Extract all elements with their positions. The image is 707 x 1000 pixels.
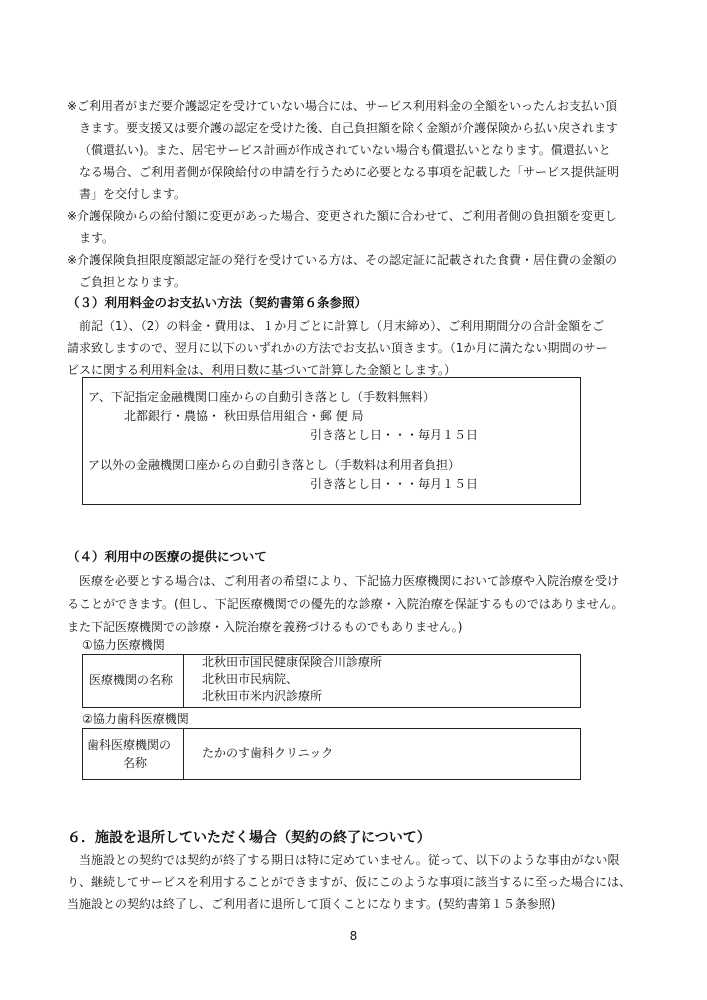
note-line: ※ご利用者がまだ要介護認定を受けていない場合には、サービス利用料金の全額をいったんお支払い頂 [67, 99, 618, 113]
payment-option-1-banks: 北都銀行・農協・ 秋田県信用組合・郵 便 局 [124, 409, 364, 423]
medical-institution-name: 北秋田市米内沢診療所 [202, 689, 323, 703]
section6-title: ６．施設を退所していただく場合（契約の終了について） [67, 830, 431, 846]
dental-table-header-line2: 名称 [123, 756, 148, 770]
section6-body-line: り、継続してサービスを利用することができますが、仮にこのような事項に該当するに至った場合には、 [67, 875, 632, 889]
section4-body-line: 医療を必要とする場合は、ご利用者の希望により、下記協力医療機関において診療や入院治療を受け [79, 574, 620, 588]
note-line: （償還払い)。また、居宅サービス計画が作成されていない場合も償還払いとなります。償還払いと [79, 143, 611, 157]
medical-institution-name: 北秋田市民病院、 [202, 672, 299, 686]
section6-body-line: 当施設との契約は終了し、ご利用者に退所して頂くことになります。(契約書第１５条参照) [67, 897, 556, 911]
payment-option-1-date: 引き落とし日・・・毎月１５日 [310, 428, 479, 442]
medical-table-header: 医療機関の名称 [89, 673, 174, 687]
note-line: ます。 [79, 231, 115, 245]
note-line: 書」を交付します。 [79, 187, 187, 201]
note-line: なる場合、ご利用者側が保険給付の申請を行うために必要となる事項を記載した「サービス提供証明 [79, 165, 620, 179]
dental-institution-name: たかのす歯科クリニック [202, 746, 334, 760]
section3-body-line: ビスに関する利用料金は、利用日数に基づいて計算した金額とします。） [67, 363, 457, 377]
payment-option-1-title: ア、下記指定金融機関口座からの自動引き落とし（手数料無料） [88, 390, 436, 404]
section4-title: （４）利用中の医療の提供について [67, 549, 267, 564]
dental-institution-table [82, 728, 581, 780]
note-line: ※介護保険からの給付額に変更があった場合、変更された額に合わせて、ご利用者側の負担額を変更し [67, 209, 617, 223]
section6-body-line: 当施設との契約では契約が終了する期日は特に定めていません。従って、以下のような事由がない限 [79, 853, 620, 867]
medical-table-divider [183, 655, 184, 707]
note-line: きます。要支援又は要介護の認定を受けた後、自己負担額を除く金額が介護保険から払い戻されます [79, 121, 619, 135]
dental-table-header-line1: 歯科医療機関の [87, 738, 172, 752]
medical-institution-name: 北秋田市国民健康保険合川診療所 [202, 655, 383, 669]
dental-table-divider [183, 729, 184, 779]
section4-body-line: ることができます。(但し、下記医療機関での優先的な診療・入院治療を保証するものではありません。 [67, 597, 624, 611]
note-line: ※介護保険負担限度額認定証の発行を受けている方は、その認定証に記載された食費・居住費の金額の [67, 253, 618, 267]
page-number: 8 [349, 929, 358, 943]
section3-body-line: 前記（1）、（2）の料金・費用は、１か月ごとに計算し（月末締め）、ご利用期間分の合計金額をご [79, 319, 605, 333]
section3-title: （３）利用料金のお支払い方法（契約書第６条参照） [67, 295, 368, 310]
section4-body-line: また下記医療機関での診療・入院治療を義務づけるものでもありません。) [67, 620, 463, 634]
note-line: ご負担となります。 [79, 275, 187, 289]
payment-option-2-date: 引き落とし日・・・毎月１５日 [310, 477, 479, 491]
dental-institution-label: ②協力歯科医療機関 [82, 712, 189, 726]
payment-option-2-title: ア以外の金融機関口座からの自動引き落とし（手数料は利用者負担） [88, 458, 461, 472]
medical-institution-table [82, 654, 581, 708]
section3-body-line: 請求致しますので、翌月に以下のいずれかの方法でお支払い頂きます。（1か月に満たない期間のサー [67, 341, 608, 355]
medical-institution-label: ①協力医療機関 [82, 638, 165, 652]
